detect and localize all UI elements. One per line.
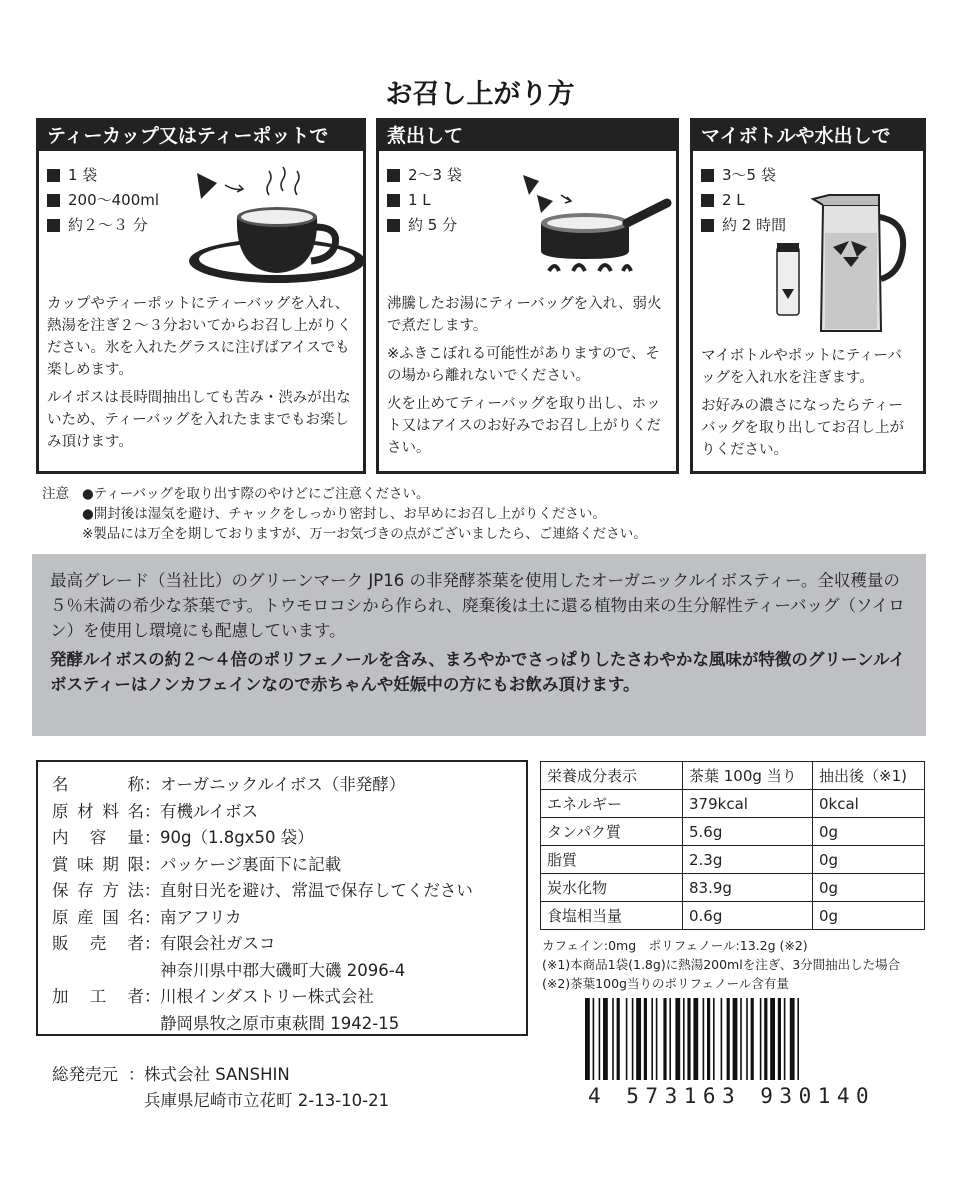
method-heading: 煮出して [379,121,676,151]
method-specs [387,163,462,238]
water-pitcher-illustration-icon [769,191,925,341]
distributor-info: 総発売元 ： 株式会社 SANSHIN 兵庫県尼崎市立花町 2-13-10-21 [52,1062,389,1114]
spec-bags: 3〜5 袋 [722,166,776,184]
bullet-square-icon [47,194,60,207]
method-specs [47,163,159,238]
spec-bags: 1 袋 [68,166,98,184]
desc-paragraph: マイボトルやポットにティーバッグを入れ水を注ぎます。 [701,348,902,386]
method-cold-brew [690,118,926,474]
method-description [387,293,668,465]
info-row: 原材料名 ： 有機ルイボス [52,801,259,821]
product-info-box [36,760,528,1036]
desc-paragraph: お好みの濃さになったらティーバッグを取り出してお召し上がりください。 [701,398,904,458]
method-heading: ティーカップ又はティーポットで [39,121,363,151]
description-paragraph: 発酵ルイボスの約２〜４倍のポリフェノールを含み、まろやかでさっぱりしたさわやかな風味が特徴のグリーンルイボスティーはノンカフェインなので赤ちゃんや妊娠中の方にもお飲み頂けます。 [50,650,906,694]
bullet-square-icon [701,194,714,207]
caution-notes [42,484,647,544]
description-paragraph: 最高グレード（当社比）のグリーンマーク JP16 の非発酵茶葉を使用したオーガニックルイボスティー。全収穫量の５％未満の希少な茶葉です。トウモロコシから作られ、廃棄後は土に還る植物由来の生分解性ティーバッグ（ソイロン）を使用し環境にも配慮しています。 [50,571,905,640]
bullet-square-icon [387,169,400,182]
table-row: 脂質 2.3g 0g [541,846,925,874]
spec-volume: 2 L [722,191,745,209]
page-title: お召し上がり方 [385,79,575,110]
table-header: 茶葉 100g 当り [683,762,813,790]
spec-volume: 1 L [408,191,431,209]
spec-time: 約 2 時間 [722,216,787,234]
method-description [47,293,355,459]
table-row: タンパク質 5.6g 0g [541,818,925,846]
spec-bags: 2〜3 袋 [408,166,462,184]
info-row: 販 売 者 ： 有限会社ガスコ [52,934,276,953]
desc-paragraph: 沸騰したお湯にティーバッグを入れ、弱火で煮だします。 [387,296,662,334]
nutrition-table [540,761,925,930]
table-row: 食塩相当量 0.6g 0g [541,902,925,930]
spec-time: 約 5 分 [408,216,458,234]
caution-label: 注意 [42,486,69,502]
info-row: 名 称 ： オーガニックルイボス（非発酵） [52,775,406,794]
info-row: 賞味期限 ： パッケージ裏面下に記載 [52,854,342,874]
caution-line: ※製品には万全を期しておりますが、万一お気づきの点がございましたら、ご連絡ください。 [82,526,647,542]
distributor-label: 総発売元 [52,1065,118,1084]
distributor-address: 兵庫県尼崎市立花町 2-13-10-21 [144,1091,390,1110]
info-row: 神奈川県中郡大磯町大磯 2096-4 [160,960,406,980]
nutrition-notes [542,936,900,993]
method-boil [376,118,679,474]
spec-volume: 200〜400ml [68,191,160,209]
spec-time: 約２〜３ 分 [68,216,148,234]
desc-paragraph: ※ふきこぼれる可能性がありますので、その場から離れないでください。 [387,346,660,384]
desc-paragraph: ルイボスは長時間抽出しても苦み・渋みが出ないため、ティーバッグを入れたままでもお楽しみ頂けます。 [47,390,351,450]
method-teacup [36,118,366,474]
desc-paragraph: カップやティーポットにティーバッグを入れ、熱湯を注ぎ２〜３分おいてからお召し上がりください。氷を入れたグラスに注げばアイスでも楽しめます。 [47,296,352,378]
nutrition-note: カフェイン:0mg ポリフェノール:13.2g (※2) [542,938,808,953]
bullet-square-icon [47,169,60,182]
saucepan-illustration-icon [505,155,675,275]
info-row: 保存方法 ： 直射日光を避け、常温で保存してください [52,881,473,900]
caution-line: ●開封後は湿気を避け、チャックをしっかり密封し、お早めにお召し上がりください。 [82,506,606,522]
table-row: 炭水化物 83.9g 0g [541,874,925,902]
info-row: 静岡県牧之原市東萩間 1942-15 [160,1013,400,1033]
info-row: 内 容 量 ： 90g（1.8gx50 袋） [52,828,314,847]
table-header-row [541,762,925,790]
bullet-square-icon [387,194,400,207]
teacup-illustration-icon [165,161,365,291]
method-heading: マイボトルや水出しで [693,121,923,151]
table-row: エネルギー 379kcal 0kcal [541,790,925,818]
distributor-name: 株式会社 SANSHIN [144,1065,290,1084]
bullet-square-icon [387,219,400,232]
table-header: 抽出後（※1) [813,762,925,790]
table-header: 栄養成分表示 [541,762,683,790]
info-row: 原産国名 ： 南アフリカ [52,907,242,927]
bullet-square-icon [701,219,714,232]
product-description-box [32,554,926,736]
nutrition-note: (※1)本商品1袋(1.8g)に熱湯200mlを注ぎ、3分間抽出した場合 [542,957,901,972]
info-row: 加 工 者 ： 川根インダストリー株式会社 [52,987,374,1006]
method-description [701,345,915,467]
barcode-number: 4 573163 930140 [588,1084,876,1108]
bullet-square-icon [47,219,60,232]
barcode-icon [585,998,885,1088]
caution-line: ●ティーバッグを取り出す際のやけどにご注意ください。 [82,486,430,502]
desc-paragraph: 火を止めてティーバッグを取り出し、ホット又はアイスのお好みでお召し上がりください。 [387,396,662,456]
nutrition-note: (※2)茶葉100g当りのポリフェノール含有量 [542,976,789,991]
bullet-square-icon [701,169,714,182]
